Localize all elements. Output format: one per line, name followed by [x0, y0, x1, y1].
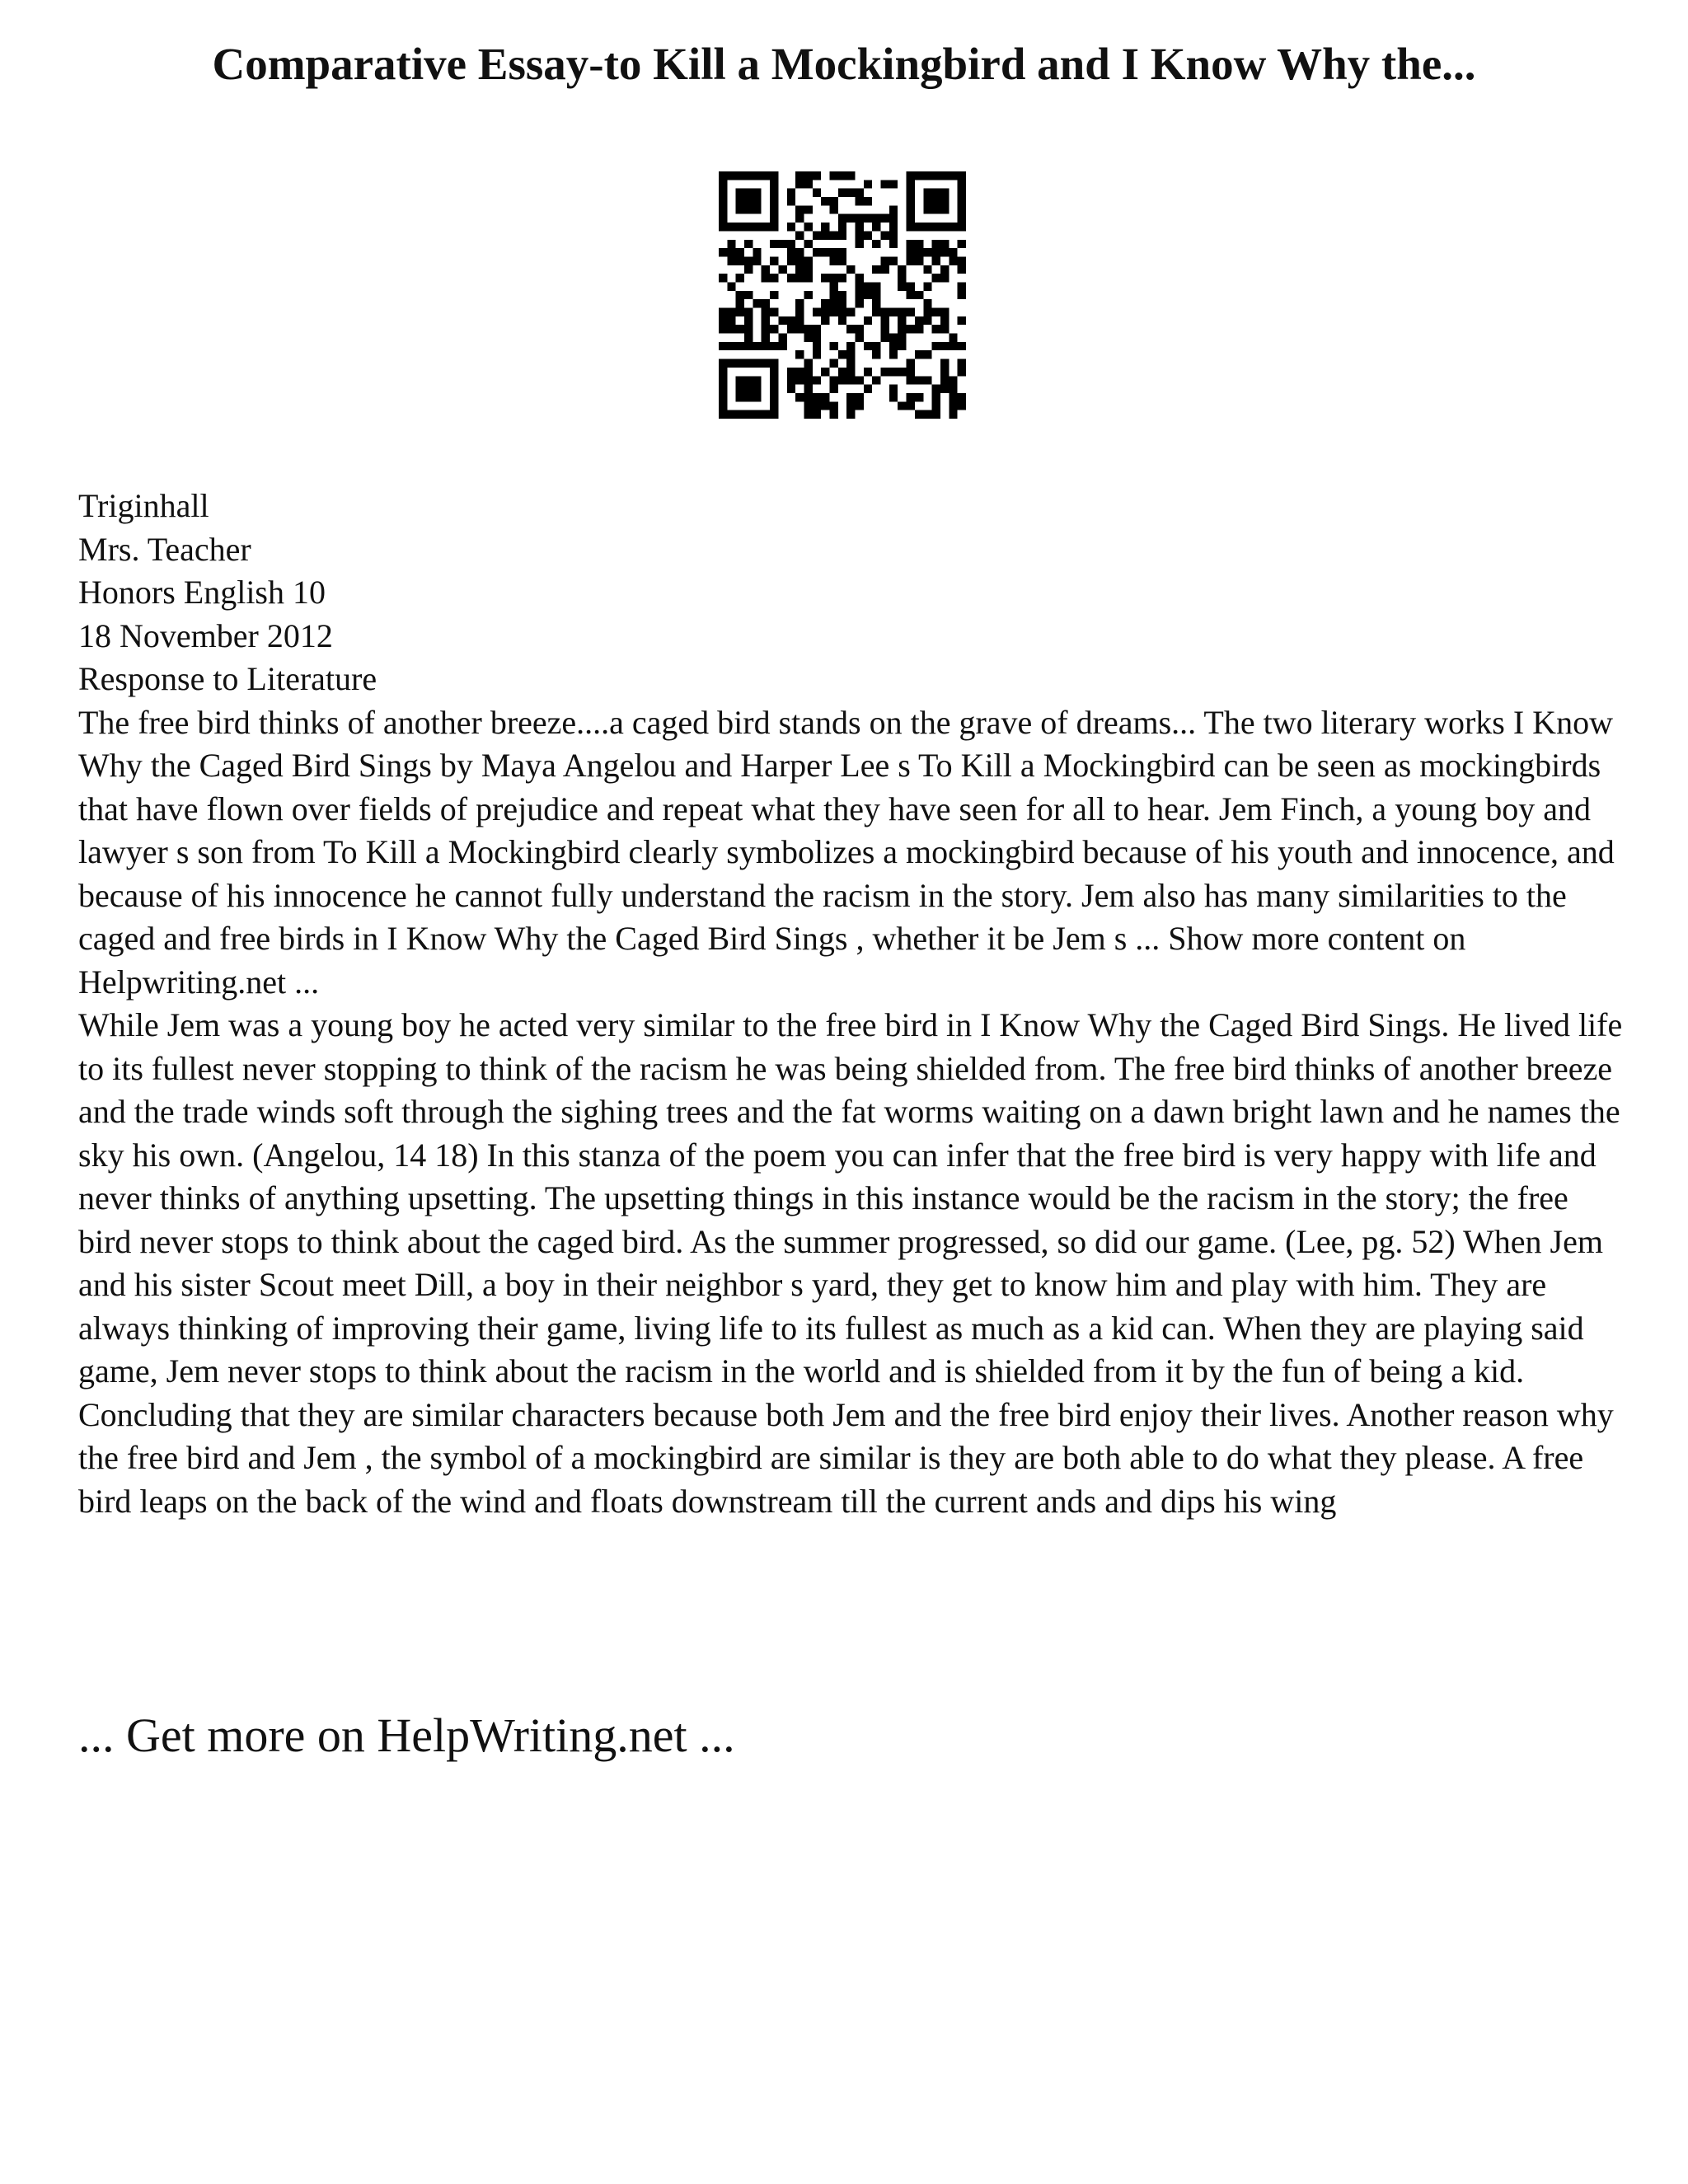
essay-paragraph-2: While Jem was a young boy he acted very similar to the free bird in I Know Why the Caged Bird Sings. He lived life to its fullest never stopping to think of the racism he was being shielded from. The free bird thinks of another breeze and the trade winds soft through the sighing trees and the fat worms waiting on a dawn bright lawn and he names the sky his own. (Angelou, 14 18) In this stanza of the poem you can infer that the free bird is very happy with life and never thinks of anything upsetting. The upsetting things in this instance would be the racism in the story; the free bird never stops to think about the caged bird. As the summer progressed, so did our game. (Lee, pg. 52) When Jem and his sister Scout meet Dill, a boy in their neighbor s yard, they get to know him and play with him. They are always thinking of improving their game, living life to its fullest as much as a kid can. When they are playing said game, Jem never stops to think about the racism in the world and is shielded from it by the fun of being a kid. Concluding that they are similar characters because both Jem and the free bird enjoy their lives. Another reason why the free bird and Jem , the symbol of a mockingbird are similar is they are both able to do what they please. A free bird leaps on the back of the wind and floats downstream till the current ands and dips his wing [78, 1006, 1623, 1520]
essay-date: 18 November 2012 [78, 616, 333, 654]
essay-body [78, 485, 1628, 1523]
course-name: Honors English 10 [78, 574, 326, 611]
essay-paragraph-1: The free bird thinks of another breeze....a caged bird stands on the grave of dreams... The two literary works I Know Why the Caged Bird Sings by Maya Angelou and Harper Lee s To Kill a Mockingbird can be seen as mockingbirds that have flown over fields of prejudice and repeat what they have seen for all to hear. Jem Finch, a young boy and lawyer s son from To Kill a Mockingbird clearly symbolizes a mockingbird because of his youth and innocence, and because of his innocence he cannot fully understand the racism in the story. Jem also has many similarities to the caged and free birds in I Know Why the Caged Bird Sings , whether it be Jem s ... Show more content on Helpwriting.net ... [78, 703, 1615, 1001]
qr-code-icon [719, 171, 966, 419]
teacher-name: Mrs. Teacher [78, 530, 251, 568]
qr-code-graphic [719, 171, 966, 419]
get-more-link[interactable]: ... Get more on HelpWriting.net ... [78, 1708, 735, 1762]
page-title: Comparative Essay-to Kill a Mockingbird and I Know Why the... [212, 39, 1476, 89]
author-name: Triginhall [78, 487, 209, 524]
essay-type: Response to Literature [78, 660, 377, 697]
